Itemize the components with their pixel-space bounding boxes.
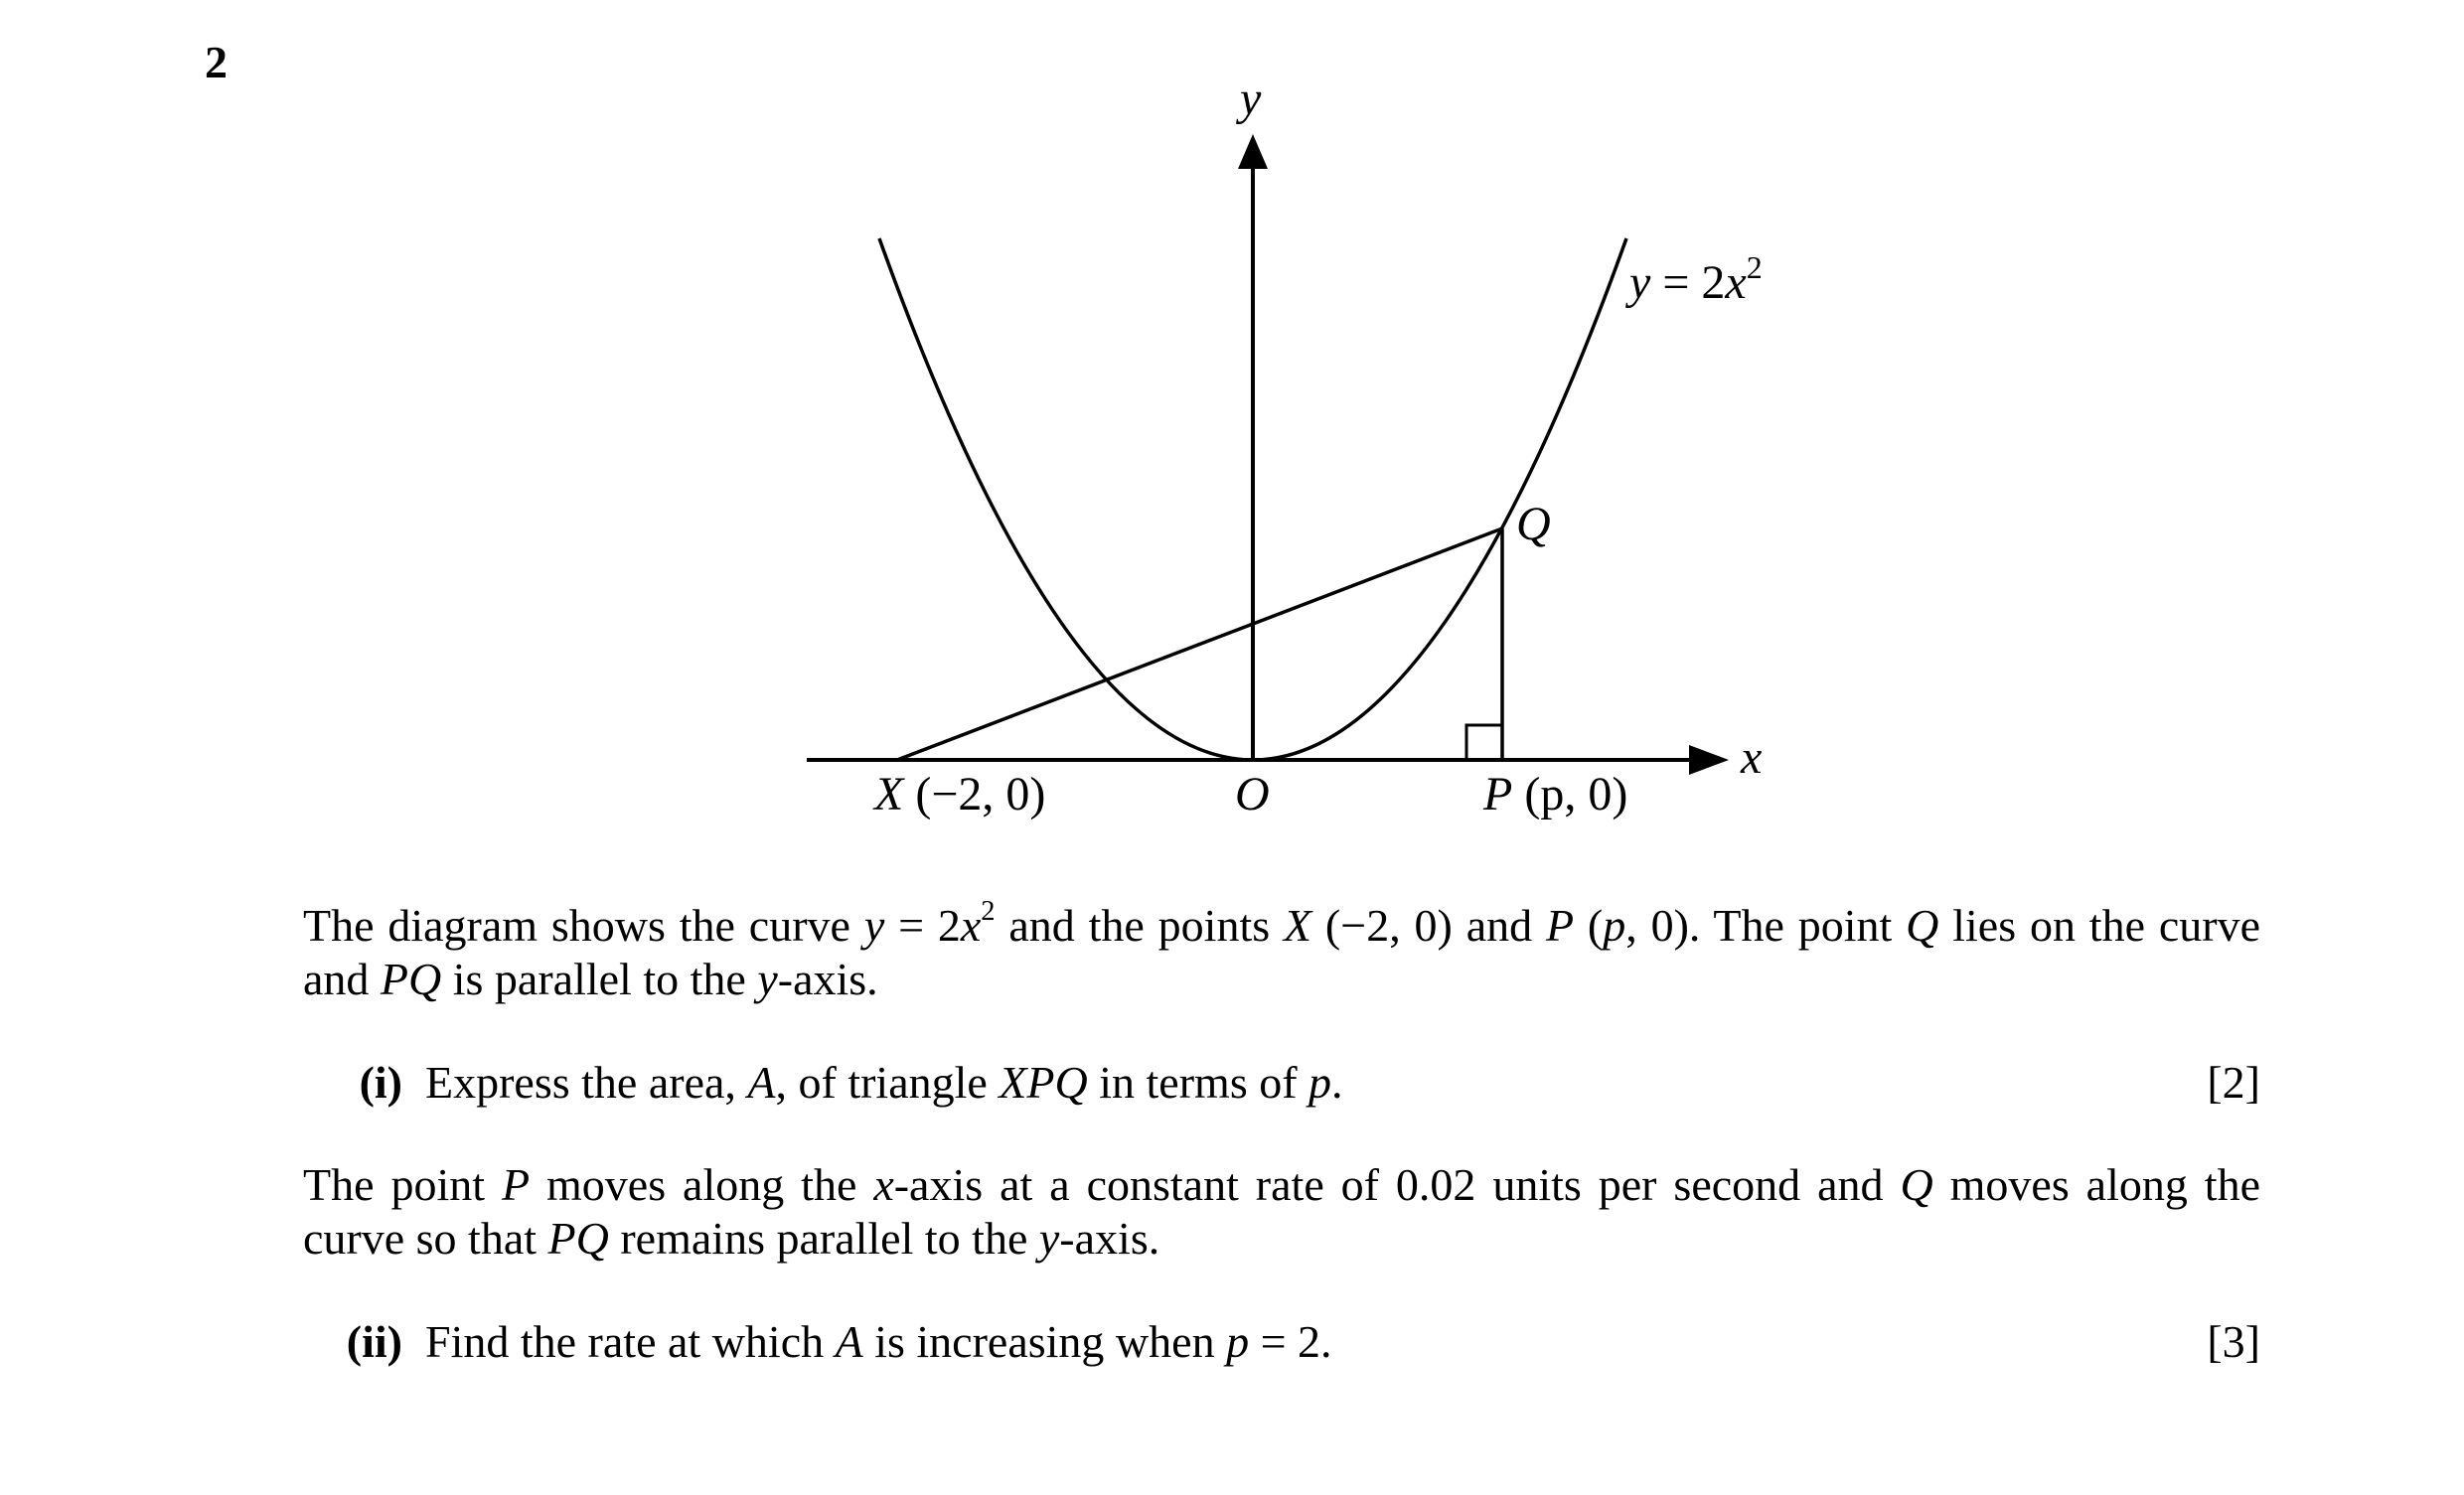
part-i-label: (i)	[359, 1057, 402, 1108]
y-axis-label: y	[1240, 73, 1262, 125]
middle-paragraph: The point P moves along the x-axis at a constant rate of 0.02 units per second and Q moves along the curve so that PQ remains parallel to the y-axis.	[303, 1159, 2261, 1264]
origin-label: O	[1235, 768, 1270, 821]
point-x-label: X (−2, 0)	[874, 768, 1046, 821]
part-i-text: Express the area, A, of triangle XPQ in terms of p.	[425, 1057, 1343, 1108]
part-ii	[303, 1315, 2260, 1369]
point-p-label: P (p, 0)	[1483, 768, 1628, 821]
part-i	[303, 1056, 2260, 1110]
question-number: 2	[205, 37, 228, 87]
intro-paragraph: The diagram shows the curve $y = 2x^2$ and the points X (−2, 0) and P (p, 0). The point Q lies on the curve and PQ is parallel to the y-axis.	[303, 896, 2260, 1004]
x-axis-label: x	[1741, 731, 1763, 784]
y-axis-arrow-icon	[1238, 134, 1268, 169]
x-axis-arrow-icon	[1689, 745, 1729, 775]
right-angle-marker	[1466, 725, 1502, 760]
part-ii-text: Find the rate at which A is increasing when p = 2.	[425, 1316, 1332, 1367]
point-q-label: Q	[1516, 498, 1551, 550]
part-ii-marks: [3]	[2207, 1316, 2260, 1367]
part-ii-label: (ii)	[346, 1316, 402, 1367]
part-i-marks: [2]	[2207, 1057, 2260, 1108]
line-xq	[897, 528, 1502, 760]
curve-label: $y = 2x^2$	[1629, 249, 1763, 309]
